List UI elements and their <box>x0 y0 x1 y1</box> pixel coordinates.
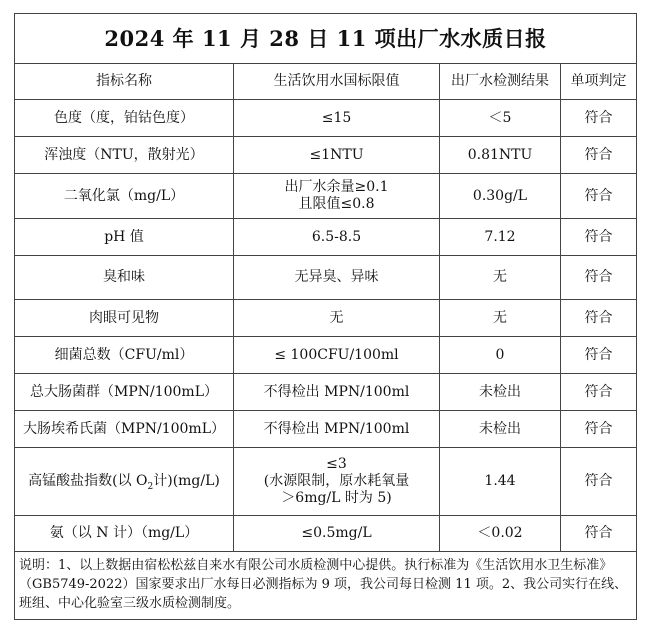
header-result: 出厂水检测结果 <box>440 64 561 100</box>
limit-value: ≤ 100CFU/100ml <box>234 337 440 374</box>
verdict-value: 符合 <box>561 219 637 256</box>
header-verdict: 单项判定 <box>561 64 637 100</box>
verdict-value: 符合 <box>561 137 637 174</box>
table-row <box>15 337 637 374</box>
indicator-name: 肉眼可见物 <box>15 300 234 337</box>
indicator-name <box>15 448 234 516</box>
limit-value: ≤0.5mg/L <box>234 516 440 552</box>
limit-value <box>234 448 440 516</box>
subscript: 2 <box>147 481 154 492</box>
verdict-value: 符合 <box>561 448 637 516</box>
table-row <box>15 374 637 411</box>
indicator-name: 细菌总数（CFU/ml） <box>15 337 234 374</box>
indicator-name: 二氧化氯（mg/L） <box>15 174 234 219</box>
verdict-value: 符合 <box>561 174 637 219</box>
result-value: ＜5 <box>440 100 561 137</box>
result-value: 0.81NTU <box>440 137 561 174</box>
report-note: 说明：1、以上数据由宿松松兹自来水有限公司水质检测中心提供。执行标准为《生活饮用水卫生标准》（GB5749-2022）国家要求出厂水每日必测指标为 9 项，我公司每日检测 11 项。2、我公司实行在线、班组、中心化验室三级水质检测制度。 <box>15 552 637 620</box>
table-row <box>15 448 637 516</box>
result-value: 0 <box>440 337 561 374</box>
limit-value: 不得检出 MPN/100ml <box>234 374 440 411</box>
result-value: 7.12 <box>440 219 561 256</box>
result-value: 1.44 <box>440 448 561 516</box>
verdict-value: 符合 <box>561 374 637 411</box>
limit-value <box>234 174 440 219</box>
limit-value: 6.5-8.5 <box>234 219 440 256</box>
verdict-value: 符合 <box>561 256 637 300</box>
result-value: ＜0.02 <box>440 516 561 552</box>
table-row <box>15 516 637 552</box>
limit-line: 出厂水余量≥0.1 <box>284 179 389 195</box>
result-value: 未检出 <box>440 374 561 411</box>
verdict-value: 符合 <box>561 300 637 337</box>
table-row <box>15 300 637 337</box>
header-limit: 生活饮用水国标限值 <box>234 64 440 100</box>
header-indicator: 指标名称 <box>15 64 234 100</box>
limit-value: ≤1NTU <box>234 137 440 174</box>
indicator-name: 色度（度，铂钴色度） <box>15 100 234 137</box>
table-row <box>15 174 637 219</box>
indicator-name: pH 值 <box>15 219 234 256</box>
limit-value: ≤15 <box>234 100 440 137</box>
table-row <box>15 256 637 300</box>
header-row <box>15 64 637 100</box>
limit-value: 无 <box>234 300 440 337</box>
verdict-value: 符合 <box>561 516 637 552</box>
indicator-text: 计)(mg/L) <box>153 473 220 489</box>
result-value: 未检出 <box>440 411 561 448</box>
indicator-name: 氨（以 N 计）（mg/L） <box>15 516 234 552</box>
verdict-value: 符合 <box>561 337 637 374</box>
limit-value: 无异臭、异味 <box>234 256 440 300</box>
water-quality-report <box>14 13 636 620</box>
indicator-name: 浑浊度（NTU，散射光） <box>15 137 234 174</box>
result-value: 0.30g/L <box>440 174 561 219</box>
table-row <box>15 411 637 448</box>
result-value: 无 <box>440 256 561 300</box>
indicator-name: 臭和味 <box>15 256 234 300</box>
limit-line: (水源限制，原水耗氧量 <box>263 473 410 489</box>
verdict-value: 符合 <box>561 411 637 448</box>
report-table <box>14 13 637 620</box>
indicator-text: 高锰酸盐指数(以 O <box>28 473 148 489</box>
indicator-name: 大肠埃希氏菌（MPN/100mL） <box>15 411 234 448</box>
table-row <box>15 219 637 256</box>
result-value: 无 <box>440 300 561 337</box>
verdict-value: 符合 <box>561 100 637 137</box>
limit-line: ＞6mg/L 时为 5) <box>281 490 392 506</box>
table-row <box>15 137 637 174</box>
limit-line: ≤3 <box>326 456 347 472</box>
report-title: 2024 年 11 月 28 日 11 项出厂水水质日报 <box>15 14 637 64</box>
limit-value: 不得检出 MPN/100ml <box>234 411 440 448</box>
limit-line: 且限值≤0.8 <box>298 196 375 212</box>
indicator-name: 总大肠菌群（MPN/100mL） <box>15 374 234 411</box>
table-row <box>15 100 637 137</box>
